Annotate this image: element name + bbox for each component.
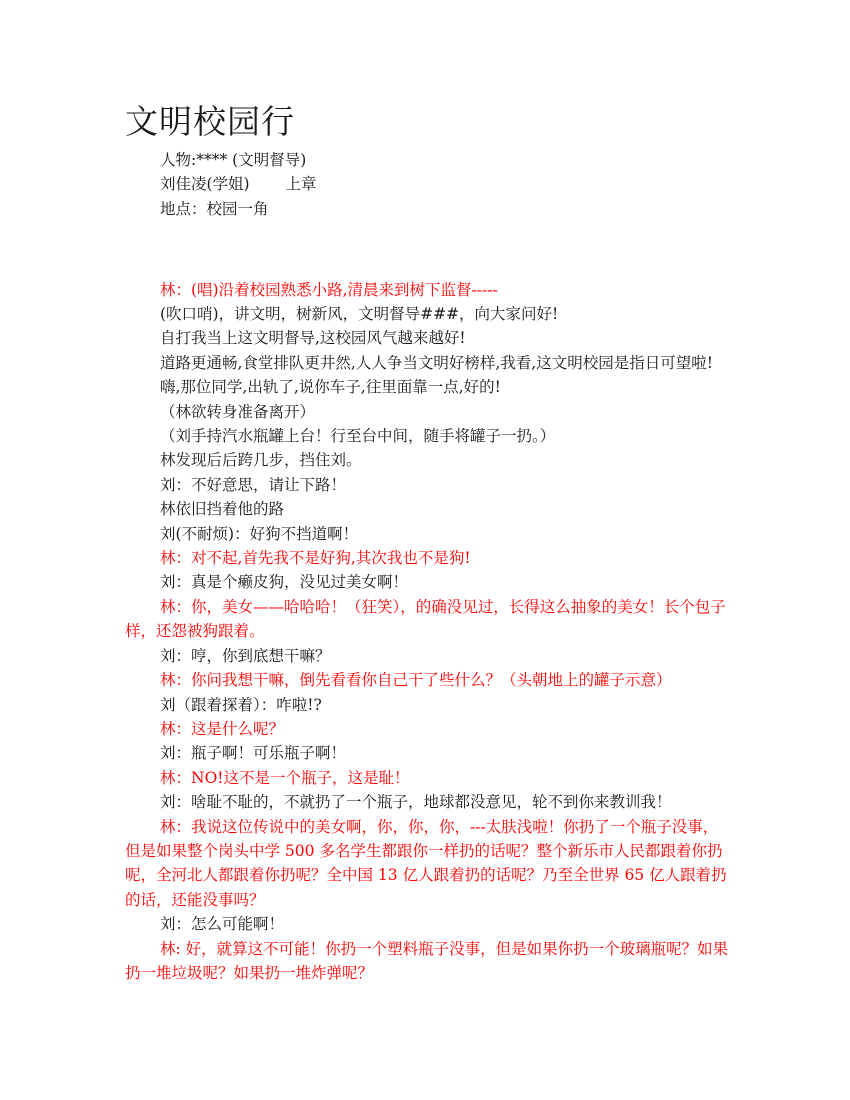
script-line: 刘：哼，你到底想干嘛？ [160, 646, 331, 665]
script-line: 地点：校园一角 [160, 199, 269, 218]
script-line: 林：这是什么呢？ [160, 719, 285, 738]
script-line: 人物:**** (文明督导) [160, 151, 307, 169]
script-line: 刘佳凌(学姐) 上章 [160, 175, 317, 194]
script-line: 林：NO!这不是一个瓶子，这是耻！ [160, 768, 410, 787]
script-line: 林: 好，就算这不可能！你扔一个塑料瓶子没事，但是如果你扔一个玻璃瓶呢？如果扔一堆垃圾呢？如果扔一堆炸弹呢？ [125, 939, 729, 982]
script-line: 自打我当上这文明督导,这校园风气越来越好! [160, 329, 466, 348]
script-line: (吹口哨)，讲文明，树新风，文明督导###，向大家问好! [160, 305, 559, 324]
script-line: 刘：不好意思，请让下路！ [160, 475, 347, 494]
document-page [125, 100, 730, 985]
script-line: （林欲转身准备离开） [160, 402, 316, 421]
blank-line [125, 237, 730, 261]
script-line: 刘：真是个癞皮狗，没见过美女啊！ [160, 573, 409, 592]
script-line: 林：你，美女——哈哈哈！（狂笑），的确没见过，长得这么抽象的美女！长个包子样，还怨被狗跟着。 [125, 597, 726, 641]
document-title: 文明校园行 [125, 102, 295, 141]
script-line: 林：我说这位传说中的美女啊，你，你，你，---太肤浅啦！你扔了一个瓶子没事，但是如果整个岗头中学 500 多名学生都跟你一样扔的话呢？整个新乐市人民都跟着你扔呢，全河北人都跟着你扔呢？全中国 13 亿人跟着扔的话呢？乃至全世界 65 亿人跟着扔的话，还能没事吗？ [125, 817, 727, 909]
script-line: 林依旧挡着他的路 [160, 500, 285, 519]
script-line: 刘(不耐烦)：好狗不挡道啊！ [160, 524, 359, 543]
script-line: 道路更通畅,食堂排队更井然,人人争当文明好榜样,我看,这文明校园是指日可望啦! [160, 353, 713, 372]
script-line: 林：(唱)沿着校园熟悉小路,清晨来到树下监督----- [160, 280, 498, 299]
script-line: 刘：瓶子啊！可乐瓶子啊！ [160, 744, 347, 763]
script-line: 林发现后后跨几步，挡住刘。 [160, 451, 362, 470]
script-line: 刘（跟着探着）：咋啦!? [160, 695, 322, 714]
script-line: （刘手持汽水瓶罐上台！行至台中间，随手将罐子一扔。） [160, 427, 556, 446]
script-line: 刘：怎么可能啊！ [160, 915, 285, 934]
script-line: 刘：啥耻不耻的，不就扔了一个瓶子，地球都没意见，轮不到你来教训我！ [160, 793, 672, 812]
script-line: 林：对不起,首先我不是好狗,其次我也不是狗! [160, 549, 471, 568]
script-body [125, 148, 730, 985]
script-line: 嗨,那位同学,出轨了,说你车子,往里面靠一点,好的! [160, 378, 501, 397]
script-line: 林：你问我想干嘛，倒先看看你自己干了些什么？（头朝地上的罐子示意） [160, 671, 672, 690]
